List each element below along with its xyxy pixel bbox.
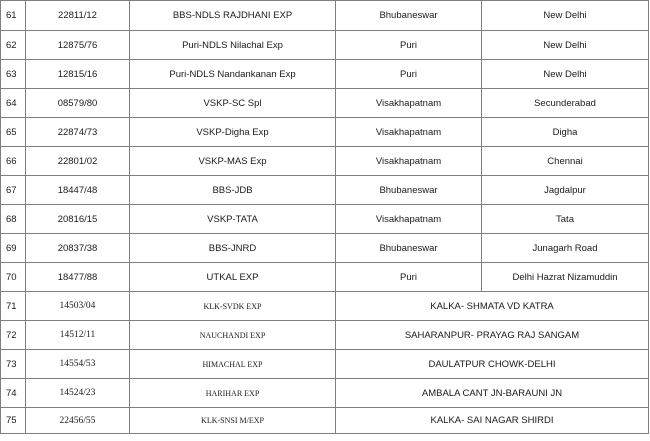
serial-number: 72 <box>1 321 26 350</box>
train-name: UTKAL EXP <box>130 263 336 292</box>
train-number: 14554/53 <box>26 350 130 379</box>
serial-number: 70 <box>1 263 26 292</box>
serial-number: 73 <box>1 350 26 379</box>
train-number: 14503/04 <box>26 292 130 321</box>
train-number: 22874/73 <box>26 118 130 147</box>
route: KALKA- SHMATA VD KATRA <box>336 292 649 321</box>
train-number: 18477/88 <box>26 263 130 292</box>
route: DAULATPUR CHOWK-DELHI <box>336 350 649 379</box>
train-name: KLK-SNSI M/EXP <box>130 408 336 434</box>
serial-number: 66 <box>1 147 26 176</box>
origin-station: Visakhapatnam <box>336 118 482 147</box>
train-number: 22811/12 <box>26 1 130 31</box>
train-name: VSKP-MAS Exp <box>130 147 336 176</box>
train-name: VSKP-Digha Exp <box>130 118 336 147</box>
origin-station: Visakhapatnam <box>336 147 482 176</box>
serial-number: 61 <box>1 1 26 31</box>
table-row <box>1 234 649 263</box>
train-number: 22801/02 <box>26 147 130 176</box>
origin-station: Puri <box>336 31 482 60</box>
serial-number: 62 <box>1 31 26 60</box>
destination-station: Secunderabad <box>482 89 649 118</box>
route: SAHARANPUR- PRAYAG RAJ SANGAM <box>336 321 649 350</box>
table-row <box>1 89 649 118</box>
destination-station: Chennai <box>482 147 649 176</box>
train-name: Puri-NDLS Nilachal Exp <box>130 31 336 60</box>
train-name: VSKP-TATA <box>130 205 336 234</box>
origin-station: Puri <box>336 263 482 292</box>
train-number: 12815/16 <box>26 60 130 89</box>
serial-number: 68 <box>1 205 26 234</box>
serial-number: 67 <box>1 176 26 205</box>
table-row <box>1 118 649 147</box>
route: KALKA- SAI NAGAR SHIRDI <box>336 408 649 434</box>
serial-number: 74 <box>1 379 26 408</box>
train-number: 22456/55 <box>26 408 130 434</box>
table-row <box>1 205 649 234</box>
table-row <box>1 408 649 434</box>
serial-number: 71 <box>1 292 26 321</box>
train-name: NAUCHANDI EXP <box>130 321 336 350</box>
origin-station: Bhubaneswar <box>336 234 482 263</box>
train-number: 18447/48 <box>26 176 130 205</box>
destination-station: Junagarh Road <box>482 234 649 263</box>
table-row <box>1 350 649 379</box>
destination-station: New Delhi <box>482 31 649 60</box>
origin-station: Visakhapatnam <box>336 205 482 234</box>
serial-number: 75 <box>1 408 26 434</box>
train-name: HARIHAR EXP <box>130 379 336 408</box>
train-number: 12875/76 <box>26 31 130 60</box>
origin-station: Visakhapatnam <box>336 89 482 118</box>
train-name: BBS-NDLS RAJDHANI EXP <box>130 1 336 31</box>
train-name: KLK-SVDK EXP <box>130 292 336 321</box>
train-number: 20837/38 <box>26 234 130 263</box>
train-name: Puri-NDLS Nandankanan Exp <box>130 60 336 89</box>
train-number: 20816/15 <box>26 205 130 234</box>
serial-number: 63 <box>1 60 26 89</box>
origin-station: Bhubaneswar <box>336 176 482 205</box>
table-row <box>1 263 649 292</box>
destination-station: New Delhi <box>482 1 649 31</box>
route: AMBALA CANT JN-BARAUNI JN <box>336 379 649 408</box>
train-name: BBS-JNRD <box>130 234 336 263</box>
serial-number: 65 <box>1 118 26 147</box>
train-name: BBS-JDB <box>130 176 336 205</box>
table-row <box>1 31 649 60</box>
serial-number: 69 <box>1 234 26 263</box>
train-name: VSKP-SC Spl <box>130 89 336 118</box>
table-row <box>1 60 649 89</box>
table-row <box>1 1 649 31</box>
table-row <box>1 379 649 408</box>
serial-number: 64 <box>1 89 26 118</box>
table-row <box>1 292 649 321</box>
destination-station: Digha <box>482 118 649 147</box>
train-number: 14524/23 <box>26 379 130 408</box>
origin-station: Bhubaneswar <box>336 1 482 31</box>
origin-station: Puri <box>336 60 482 89</box>
table-row <box>1 321 649 350</box>
table-row <box>1 147 649 176</box>
table-row <box>1 176 649 205</box>
destination-station: Jagdalpur <box>482 176 649 205</box>
destination-station: New Delhi <box>482 60 649 89</box>
destination-station: Tata <box>482 205 649 234</box>
train-number: 08579/80 <box>26 89 130 118</box>
train-number: 14512/11 <box>26 321 130 350</box>
destination-station: Delhi Hazrat Nizamuddin <box>482 263 649 292</box>
train-name: HIMACHAL EXP <box>130 350 336 379</box>
train-table-body <box>1 1 649 434</box>
